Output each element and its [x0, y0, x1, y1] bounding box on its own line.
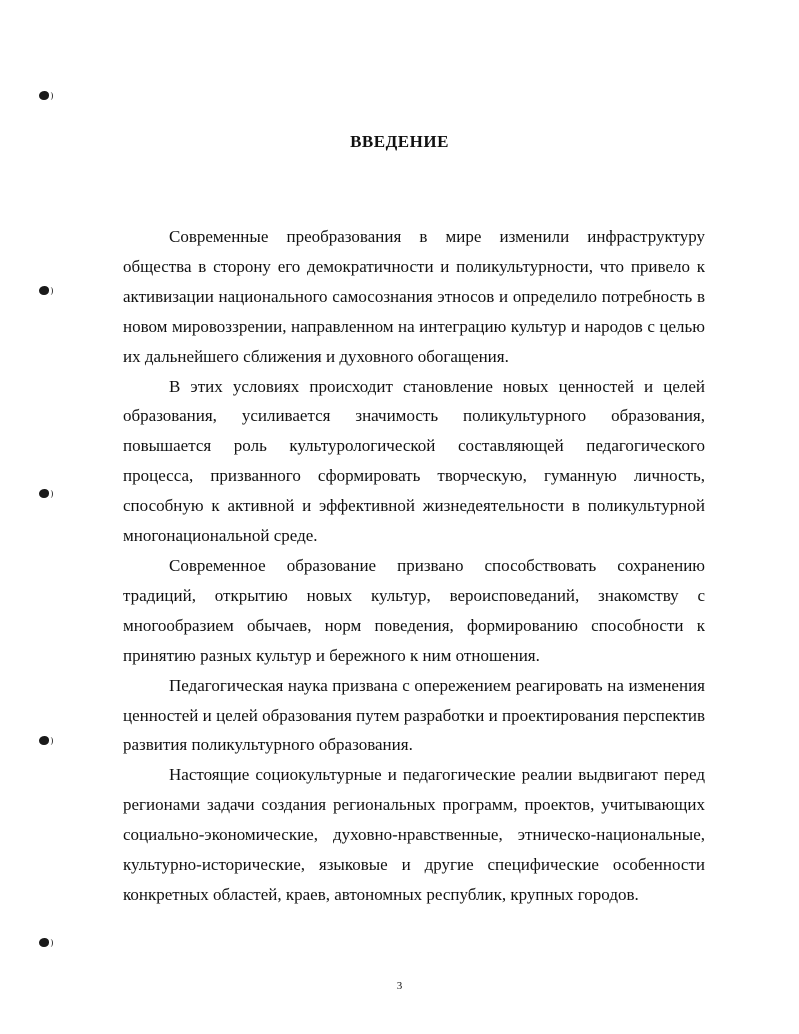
- hole-mark-icon: [38, 488, 52, 500]
- hole-mark-icon: [38, 937, 52, 949]
- page-title: ВВЕДЕНИЕ: [350, 132, 449, 151]
- paragraph: Настоящие социокультурные и педагогические реалии выдвигают перед регионами задачи создания региональных программ, проектов, учитывающих социально-экономические, духовно-нравственные, этническо-национальные, культурно-исторические, языковые и другие специфические особенности конкретных областей, краев, автономных республик, крупных городов.: [123, 765, 705, 904]
- hole-mark-icon: [38, 735, 52, 747]
- hole-mark-icon: [38, 285, 52, 297]
- hole-mark-icon: [38, 90, 52, 102]
- paragraph: Педагогическая наука призвана с опережением реагировать на изменения ценностей и целей образования путем разработки и проектирования перспектив развития поликультурного образования.: [123, 675, 705, 755]
- paragraph: Современные преобразования в мире изменили инфраструктуру общества в сторону его демократичности и поликультурности, что привело к активизации национального самосознания этносов и определило потребность в новом мировоззрении, направленном на интеграцию культур и народов с целью их дальнейшего сближения и духовного обогащения.: [123, 227, 705, 366]
- paragraph: В этих условиях происходит становление новых ценностей и целей образования, усиливается значимость поликультурного образования, повышается роль культурологической составляющей педагогического процесса, призванного сформировать творческую, гуманную личность, способную к активной и эффективной жизнедеятельности в поликультурной многонациональной среде.: [123, 376, 705, 546]
- paragraph: Современное образование призвано способствовать сохранению традиций, открытию новых культур, вероисповеданий, знакомству с многообразием обычаев, норм поведения, формированию способности к принятию разных культур и бережного к ним отношения.: [123, 555, 705, 665]
- body-text: [123, 222, 705, 910]
- page-number: 3: [396, 980, 403, 992]
